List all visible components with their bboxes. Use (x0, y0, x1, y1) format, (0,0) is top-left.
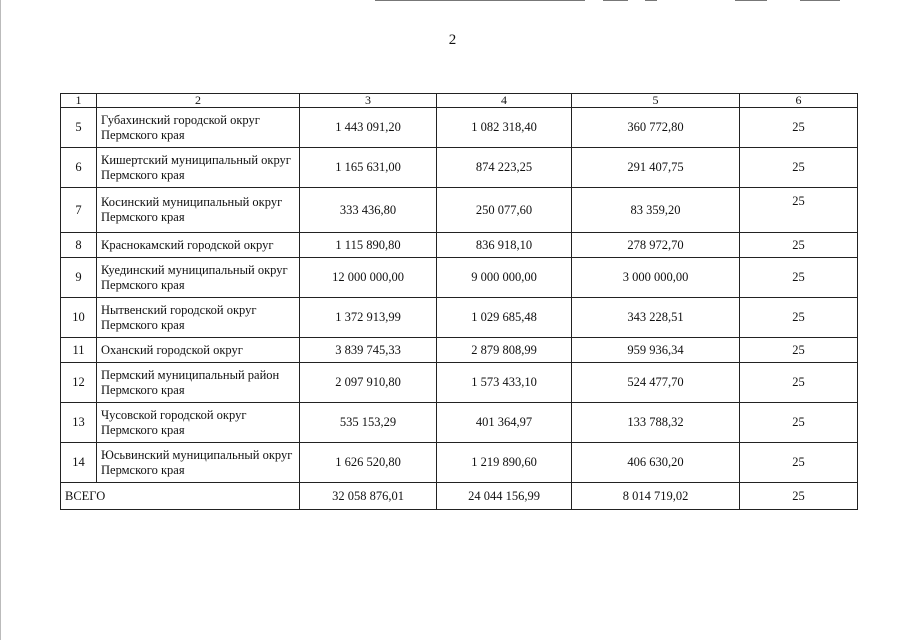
row-number: 9 (61, 258, 97, 298)
municipality-name: Краснокамский городской округ (97, 233, 300, 258)
value-col-3: 1 626 520,80 (300, 443, 437, 483)
value-col-3: 3 839 745,33 (300, 338, 437, 363)
value-col-5: 959 936,34 (572, 338, 740, 363)
value-col-3: 2 097 910,80 (300, 363, 437, 403)
municipality-name: Чусовской городской округ Пермского края (97, 403, 300, 443)
top-rule (603, 0, 628, 1)
row-number: 7 (61, 188, 97, 233)
table-row (61, 233, 858, 258)
table-row (61, 148, 858, 188)
value-col-6: 25 (740, 403, 858, 443)
value-col-4: 9 000 000,00 (437, 258, 572, 298)
value-col-5: 524 477,70 (572, 363, 740, 403)
top-rule (735, 0, 767, 1)
value-col-3: 1 443 091,20 (300, 108, 437, 148)
table-row (61, 338, 858, 363)
header-cell: 4 (437, 94, 572, 108)
distribution-table (60, 93, 858, 510)
value-col-6: 25 (740, 108, 858, 148)
municipality-name: Юсьвинский муниципальный округ Пермского края (97, 443, 300, 483)
value-col-3: 1 165 631,00 (300, 148, 437, 188)
value-col-6: 25 (740, 233, 858, 258)
table-row (61, 403, 858, 443)
row-number: 14 (61, 443, 97, 483)
municipality-name: Нытвенский городской округ Пермского края (97, 298, 300, 338)
table-row (61, 188, 858, 233)
total-col-3: 32 058 876,01 (300, 483, 437, 510)
value-col-5: 360 772,80 (572, 108, 740, 148)
value-col-4: 401 364,97 (437, 403, 572, 443)
value-col-3: 535 153,29 (300, 403, 437, 443)
top-rule (800, 0, 840, 1)
top-rule (375, 0, 585, 1)
value-col-4: 250 077,60 (437, 188, 572, 233)
page-number: 2 (448, 32, 457, 48)
value-col-3: 333 436,80 (300, 188, 437, 233)
value-col-5: 406 630,20 (572, 443, 740, 483)
value-col-3: 1 115 890,80 (300, 233, 437, 258)
top-rule (645, 0, 657, 1)
header-cell: 3 (300, 94, 437, 108)
municipality-name: Кишертский муниципальный округ Пермского края (97, 148, 300, 188)
value-col-5: 133 788,32 (572, 403, 740, 443)
row-number: 6 (61, 148, 97, 188)
total-col-5: 8 014 719,02 (572, 483, 740, 510)
table-row (61, 363, 858, 403)
row-number: 12 (61, 363, 97, 403)
value-col-5: 3 000 000,00 (572, 258, 740, 298)
table-row (61, 258, 858, 298)
value-col-4: 1 029 685,48 (437, 298, 572, 338)
total-label: ВСЕГО (61, 483, 300, 510)
value-col-6: 25 (740, 338, 858, 363)
row-number: 10 (61, 298, 97, 338)
value-col-4: 1 573 433,10 (437, 363, 572, 403)
row-number: 5 (61, 108, 97, 148)
value-col-4: 836 918,10 (437, 233, 572, 258)
municipality-name: Губахинский городской округ Пермского края (97, 108, 300, 148)
row-number: 13 (61, 403, 97, 443)
total-col-4: 24 044 156,99 (437, 483, 572, 510)
table-row (61, 108, 858, 148)
table-row (61, 298, 858, 338)
header-cell: 5 (572, 94, 740, 108)
value-col-4: 1 219 890,60 (437, 443, 572, 483)
municipality-name: Косинский муниципальный округ Пермского края (97, 188, 300, 233)
value-col-4: 2 879 808,99 (437, 338, 572, 363)
page-left-edge (0, 0, 1, 640)
table-header-row (61, 94, 858, 108)
value-col-5: 343 228,51 (572, 298, 740, 338)
value-col-4: 874 223,25 (437, 148, 572, 188)
header-cell: 6 (740, 94, 858, 108)
total-col-6: 25 (740, 483, 858, 510)
value-col-6: 25 (740, 188, 858, 233)
value-col-6: 25 (740, 363, 858, 403)
table-total-row (61, 483, 858, 510)
row-number: 8 (61, 233, 97, 258)
row-number: 11 (61, 338, 97, 363)
table-row (61, 443, 858, 483)
value-col-3: 12 000 000,00 (300, 258, 437, 298)
value-col-6: 25 (740, 298, 858, 338)
value-col-6: 25 (740, 258, 858, 298)
municipality-name: Пермский муниципальный район Пермского края (97, 363, 300, 403)
value-col-5: 278 972,70 (572, 233, 740, 258)
value-col-3: 1 372 913,99 (300, 298, 437, 338)
value-col-4: 1 082 318,40 (437, 108, 572, 148)
header-cell: 1 (61, 94, 97, 108)
header-cell: 2 (97, 94, 300, 108)
municipality-name: Оханский городской округ (97, 338, 300, 363)
municipality-name: Куединский муниципальный округ Пермского края (97, 258, 300, 298)
value-col-5: 83 359,20 (572, 188, 740, 233)
value-col-5: 291 407,75 (572, 148, 740, 188)
value-col-6: 25 (740, 148, 858, 188)
value-col-6: 25 (740, 443, 858, 483)
